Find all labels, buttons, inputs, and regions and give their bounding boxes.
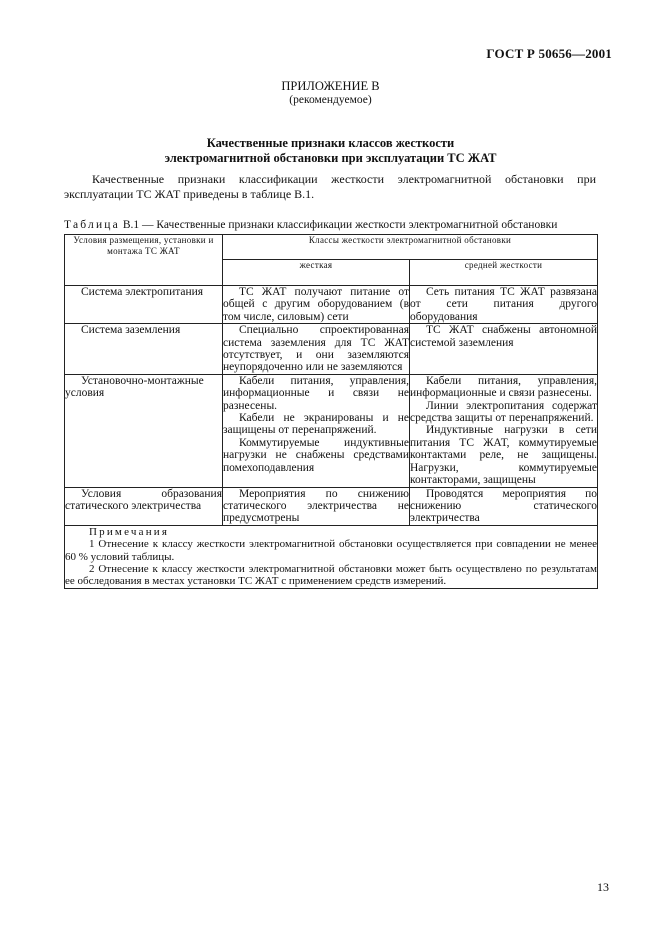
medium-class-text: Индуктивные нагрузки в сети питания ТС ЖАТ, коммутируемые контактами реле, не защищены. Нагрузки, коммутируемые контакторами, защищены <box>410 424 597 487</box>
condition-text: Установочно-монтажные условия <box>65 374 204 400</box>
condition-cell <box>65 487 223 525</box>
hard-class-text: ТС ЖАТ получают питание от общей с другим оборудованием (в том числе, силовым) сети <box>223 286 409 323</box>
title-line-1: Качественные признаки классов жесткости <box>206 136 455 150</box>
table-caption <box>64 219 604 232</box>
caption-text: В.1 — Качественные признаки классификации жесткости электромагнитной обстановки <box>119 219 558 231</box>
hard-class-cell <box>223 487 410 525</box>
medium-class-text: ТС ЖАТ снабжены автономной системой заземления <box>410 324 597 349</box>
medium-class-text: Проводятся мероприятия по снижению статического электричества <box>410 487 597 525</box>
medium-class-text: Сеть питания ТС ЖАТ развязана от сети питания другого оборудования <box>410 286 597 323</box>
table-row <box>65 487 598 525</box>
condition-cell <box>65 324 223 375</box>
classification-table <box>64 234 598 589</box>
medium-class-text: Кабели питания, управления, информационные и связи разнесены. <box>410 374 597 400</box>
condition-text: Система заземления <box>81 324 181 337</box>
condition-cell <box>65 374 223 487</box>
hard-class-cell <box>223 324 410 375</box>
caption-word: Таблица <box>64 219 120 231</box>
medium-class-cell <box>410 374 598 487</box>
hard-class-text: Мероприятия по снижению статического электричества не предусмотрены <box>223 487 409 525</box>
intro-paragraph: Качественные признаки классификации жесткости электромагнитной обстановки при эксплуатации ТС ЖАТ приведены в таблице В.1. <box>64 172 596 201</box>
header-medium: средней жесткости <box>410 260 598 286</box>
table-notes <box>65 525 598 588</box>
note-item: 2 Отнесение к классу жесткости электромагнитной обстановки может быть осуществлено по результатам ее обследования в местах установки ТС ЖАТ с применением средств измерений. <box>65 562 597 588</box>
appendix-heading <box>0 79 661 107</box>
note-item: 1 Отнесение к классу жесткости электромагнитной обстановки осуществляется при совпадении не менее 60 % условий таблицы. <box>65 538 597 563</box>
condition-text: Условия образования статического электричества <box>65 487 222 512</box>
table-row <box>65 286 598 324</box>
hard-class-cell <box>223 286 410 324</box>
standard-code: ГОСТ Р 50656—2001 <box>486 46 612 61</box>
notes-heading: Примечания <box>89 525 170 538</box>
medium-class-cell <box>410 324 598 375</box>
page-number: 13 <box>597 880 609 894</box>
condition-cell <box>65 286 223 324</box>
table-row <box>65 374 598 487</box>
header-hard: жесткая <box>223 260 410 286</box>
document-title <box>0 136 661 166</box>
hard-class-text: Кабели не экранированы и не защищены от перенапряжений. <box>223 412 409 437</box>
medium-class-text: Линии электропитания содержат средства защиты от перенапряжений. <box>410 399 597 425</box>
hard-class-text: Коммутируемые индуктивные нагрузки не снабжены средствами помехоподавления <box>223 436 409 474</box>
appendix-status: (рекомендуемое) <box>289 94 372 106</box>
header-classes: Классы жесткости электромагнитной обстановки <box>223 235 598 260</box>
hard-class-cell <box>223 374 410 487</box>
title-line-2: электромагнитной обстановки при эксплуатации ТС ЖАТ <box>164 151 497 165</box>
header-conditions: Условия размещения, установки и монтажа ТС ЖАТ <box>65 235 223 286</box>
medium-class-cell <box>410 487 598 525</box>
hard-class-text: Специально спроектированная система заземления для ТС ЖАТ отсутствует, и они заземляются неупорядоченно или не заземляются <box>223 324 409 374</box>
hard-class-text: Кабели питания, управления, информационные и связи не разнесены. <box>223 374 409 412</box>
table-row <box>65 324 598 375</box>
appendix-label: ПРИЛОЖЕНИЕ В <box>281 79 380 93</box>
condition-text: Система электропитания <box>81 286 204 298</box>
table-body <box>65 286 598 526</box>
medium-class-cell <box>410 286 598 324</box>
